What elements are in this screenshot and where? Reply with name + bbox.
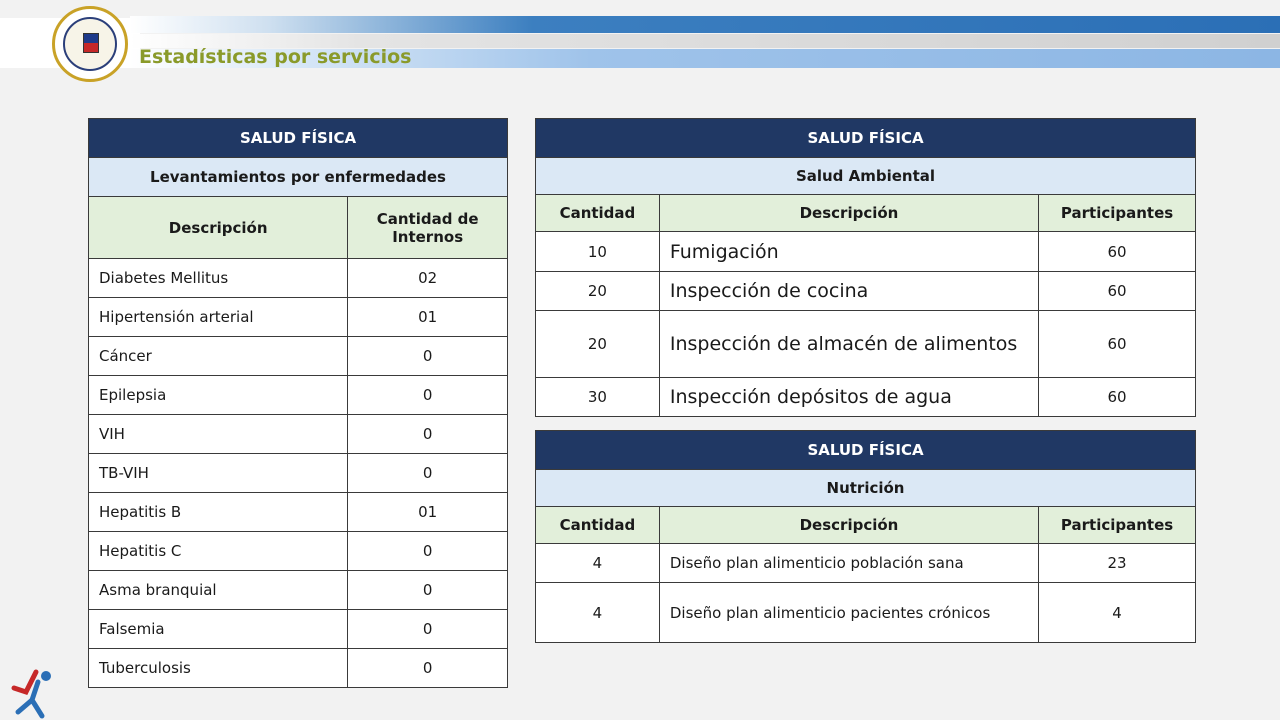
row-participants: 60 — [1039, 311, 1196, 378]
row-description: Hipertensión arterial — [89, 298, 348, 337]
column-header-descripcion: Descripción — [89, 197, 348, 259]
table-row — [89, 415, 508, 454]
row-description: Diseño plan alimenticio pacientes crónicos — [659, 583, 1038, 643]
page-title: Estadísticas por servicios — [139, 46, 412, 68]
table-row — [89, 259, 508, 298]
column-header-cantidad: Cantidad — [536, 507, 660, 544]
table-row — [89, 493, 508, 532]
row-description: Fumigación — [659, 232, 1038, 272]
runner-figure-icon — [6, 664, 66, 720]
table-row — [89, 454, 508, 493]
row-description: Cáncer — [89, 337, 348, 376]
table-row — [536, 272, 1196, 311]
row-quantity: 02 — [348, 259, 508, 298]
table-nutricion — [535, 430, 1196, 643]
row-participants: 60 — [1039, 272, 1196, 311]
seal-logo — [52, 6, 128, 82]
column-header-descripcion: Descripción — [659, 507, 1038, 544]
row-participants: 60 — [1039, 378, 1196, 417]
table-row — [536, 583, 1196, 643]
column-header-participantes: Participantes — [1039, 507, 1196, 544]
table-header: SALUD FÍSICA — [536, 119, 1196, 158]
row-quantity: 0 — [348, 415, 508, 454]
row-quantity: 0 — [348, 454, 508, 493]
seal-inner-ring — [63, 17, 117, 71]
row-description: Tuberculosis — [89, 649, 348, 688]
table-enfermedades — [88, 118, 508, 688]
row-quantity: 4 — [536, 583, 660, 643]
table-row — [536, 378, 1196, 417]
row-quantity: 01 — [348, 493, 508, 532]
row-quantity: 0 — [348, 337, 508, 376]
shield-icon — [83, 33, 99, 53]
row-quantity: 10 — [536, 232, 660, 272]
table-row — [89, 571, 508, 610]
table-row — [89, 298, 508, 337]
row-quantity: 0 — [348, 376, 508, 415]
row-participants: 4 — [1039, 583, 1196, 643]
row-quantity: 20 — [536, 311, 660, 378]
table-row — [89, 376, 508, 415]
column-header-cantidad: Cantidad — [536, 195, 660, 232]
table-row — [536, 544, 1196, 583]
row-description: TB-VIH — [89, 454, 348, 493]
table-row — [89, 610, 508, 649]
table-row — [89, 649, 508, 688]
row-participants: 60 — [1039, 232, 1196, 272]
table-salud-ambiental — [535, 118, 1196, 417]
row-description: Hepatitis B — [89, 493, 348, 532]
table-subheader: Nutrición — [536, 470, 1196, 507]
row-quantity: 0 — [348, 649, 508, 688]
row-participants: 23 — [1039, 544, 1196, 583]
header-band-top — [130, 16, 1280, 33]
row-description: Diseño plan alimenticio población sana — [659, 544, 1038, 583]
table-row — [89, 337, 508, 376]
row-description: Asma branquial — [89, 571, 348, 610]
row-quantity: 20 — [536, 272, 660, 311]
row-description: VIH — [89, 415, 348, 454]
row-description: Hepatitis C — [89, 532, 348, 571]
table-row — [536, 311, 1196, 378]
row-quantity: 0 — [348, 532, 508, 571]
table-row — [89, 532, 508, 571]
column-header-participantes: Participantes — [1039, 195, 1196, 232]
row-description: Inspección de cocina — [659, 272, 1038, 311]
row-quantity: 0 — [348, 610, 508, 649]
table-subheader: Levantamientos por enfermedades — [89, 158, 508, 197]
column-header-cantidad: Cantidad de Internos — [348, 197, 508, 259]
row-quantity: 0 — [348, 571, 508, 610]
table-subheader: Salud Ambiental — [536, 158, 1196, 195]
row-description: Epilepsia — [89, 376, 348, 415]
table-header: SALUD FÍSICA — [89, 119, 508, 158]
row-description: Falsemia — [89, 610, 348, 649]
row-description: Diabetes Mellitus — [89, 259, 348, 298]
table-row — [536, 232, 1196, 272]
row-quantity: 30 — [536, 378, 660, 417]
row-description: Inspección de almacén de alimentos — [659, 311, 1038, 378]
row-quantity: 01 — [348, 298, 508, 337]
column-header-descripcion: Descripción — [659, 195, 1038, 232]
table-header: SALUD FÍSICA — [536, 431, 1196, 470]
row-quantity: 4 — [536, 544, 660, 583]
row-description: Inspección depósitos de agua — [659, 378, 1038, 417]
